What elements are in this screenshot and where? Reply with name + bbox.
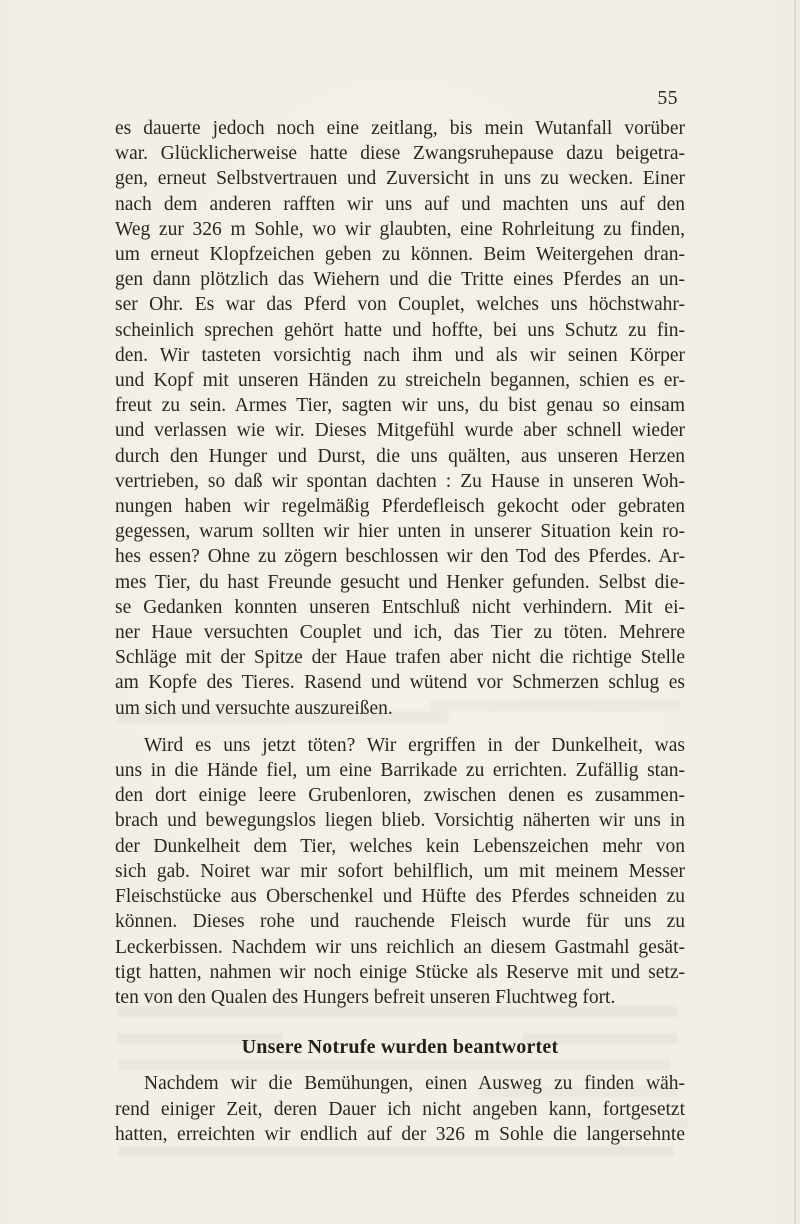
paragraph-line: freut zu sein. Armes Tier, sagten wir uns, du bist genau so einsam xyxy=(115,395,685,417)
paragraph-line: Schläge mit der Spitze der Haue trafen aber nicht die richtige Stelle xyxy=(115,647,685,669)
paragraph-line: hatten, erreichten wir endlich auf der 326 m Sohle die langersehnte xyxy=(115,1123,685,1145)
paragraph-line: mes Tier, du hast Freunde gesucht und Henker gefunden. Selbst die- xyxy=(115,571,685,593)
paragraph-line: am Kopfe des Tieres. Rasend und wütend vor Schmerzen schlug es xyxy=(115,672,685,694)
paragraph-line: hes essen? Ohne zu zögern beschlossen wir den Tod des Pferdes. Ar- xyxy=(115,546,685,568)
paragraph-line: gen, erneut Selbstvertrauen und Zuversicht in uns zu wecken. Einer xyxy=(115,168,685,190)
paragraph-line: se Gedanken konnten unseren Entschluß nicht verhindern. Mit ei- xyxy=(115,596,685,618)
paragraph-line: und verlassen wie wir. Dieses Mitgefühl wurde aber schnell wieder xyxy=(115,420,685,442)
paragraph-line: gen dann plötzlich das Wiehern und die Tritte eines Pferdes an un- xyxy=(115,269,685,291)
paragraph-line: uns in die Hände fiel, um eine Barrikade zu errichten. Zufällig stan- xyxy=(115,760,685,782)
paragraph-line: scheinlich sprechen gehört hatte und hoffte, bei uns Schutz zu fin- xyxy=(115,319,685,341)
paragraph-line: rend einiger Zeit, deren Dauer ich nicht angeben kann, fortgesetzt xyxy=(115,1098,685,1120)
paragraph-line: den. Wir tasteten vorsichtig nach ihm und als wir seinen Körper xyxy=(115,344,685,366)
paragraph-line: Nachdem wir die Bemühungen, einen Ausweg zu finden wäh- xyxy=(144,1073,685,1095)
paragraph-line: es dauerte jedoch noch eine zeitlang, bis mein Wutanfall vorüber xyxy=(115,118,685,139)
paragraph-line: und Kopf mit unseren Händen zu streicheln begannen, schien es er- xyxy=(115,370,685,392)
paragraph-line: nach dem anderen rafften wir uns auf und machten uns auf den xyxy=(115,193,685,215)
paragraph-line: Leckerbissen. Nachdem wir uns reichlich an diesem Gastmahl gesät- xyxy=(115,936,685,958)
paragraph-line: vertrieben, so daß wir spontan dachten : Zu Hause in unseren Woh- xyxy=(115,470,685,492)
text-block xyxy=(115,116,685,1147)
paragraph-line: ser Ohr. Es war das Pferd von Couplet, welches uns höchstwahr- xyxy=(115,294,685,316)
paragraph-line: können. Dieses rohe und rauchende Fleisch wurde für uns zu xyxy=(115,911,685,933)
paragraph-line: der Dunkelheit dem Tier, welches kein Lebenszeichen mehr von xyxy=(115,835,685,857)
paragraph xyxy=(115,116,685,721)
page-bleedthrough xyxy=(118,1146,674,1157)
paragraph-line: durch den Hunger und Durst, die uns quälten, aus unseren Herzen xyxy=(115,445,685,467)
paragraph xyxy=(115,733,685,1010)
paragraph-line: Fleischstücke aus Oberschenkel und Hüfte des Pferdes schneiden zu xyxy=(115,886,685,908)
paragraph-line: den dort einige leere Grubenloren, zwischen denen es zusammen- xyxy=(115,785,685,807)
scan-edge-line xyxy=(794,0,796,1224)
paragraph-line: nungen haben wir regelmäßig Pferdefleisch gekocht oder gebraten xyxy=(115,496,685,518)
paragraph-line: war. Glücklicherweise hatte diese Zwangsruhepause dazu beigetra- xyxy=(115,143,685,165)
paragraph-line: ten von den Qualen des Hungers befreit unseren Fluchtweg fort. xyxy=(115,986,616,1008)
paragraph xyxy=(115,1071,685,1147)
paragraph-line: um erneut Klopfzeichen geben zu können. Beim Weitergehen dran- xyxy=(115,244,685,266)
page-number: 55 xyxy=(657,88,678,109)
paragraph-line: sich gab. Noiret war mir sofort behilflich, um mit meinem Messer xyxy=(115,860,685,882)
paragraph-line: gegessen, warum sollten wir hier unten in unserer Situation kein ro- xyxy=(115,521,685,543)
section-heading: Unsere Notrufe wurden beantwortet xyxy=(241,1036,559,1059)
paragraph-line: Wird es uns jetzt töten? Wir ergriffen in der Dunkelheit, was xyxy=(144,734,685,756)
paragraph-line: um sich und versuchte auszureißen. xyxy=(115,697,393,719)
paragraph-line: ner Haue versuchten Couplet und ich, das Tier zu töten. Mehrere xyxy=(115,622,685,644)
paragraph-line: Weg zur 326 m Sohle, wo wir glaubten, eine Rohrleitung zu finden, xyxy=(115,218,685,240)
paragraph-line: brach und bewegungslos liegen blieb. Vorsichtig näherten wir uns in xyxy=(115,810,685,832)
paragraph-line: tigt hatten, nahmen wir noch einige Stücke als Reserve mit und setz- xyxy=(115,961,685,983)
